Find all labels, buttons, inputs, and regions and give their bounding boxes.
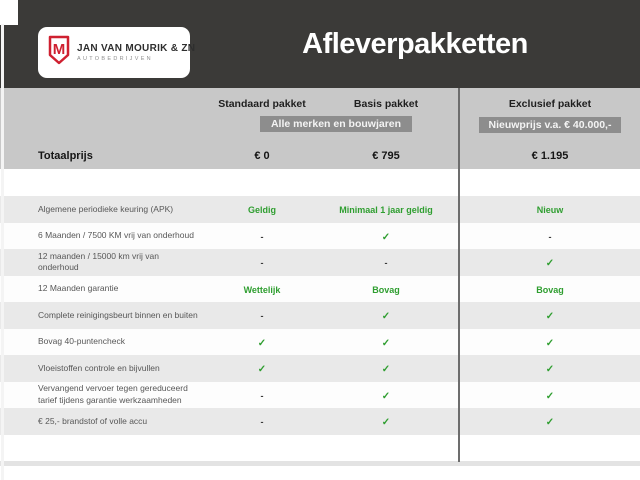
check-icon: ✓ <box>545 311 555 323</box>
package-names-row <box>0 88 640 114</box>
dash-mark: - <box>260 258 264 269</box>
table-row <box>0 196 640 223</box>
feature-label: Vervangend vervoer tegen gereduceerd tarief tijdens garantie werkzaamheden <box>38 383 188 405</box>
check-icon: ✓ <box>545 337 555 349</box>
dash-mark: - <box>548 231 552 242</box>
feature-value-basis <box>312 306 460 324</box>
page-title-container <box>190 0 640 88</box>
page-title: Afleverpakketten <box>302 27 528 60</box>
svg-text:M: M <box>52 41 66 58</box>
total-price-label: Totaalprijs <box>38 150 93 162</box>
dash-mark: - <box>260 417 264 428</box>
feature-value-basis <box>312 253 460 271</box>
column-header-exclusief: Exclusief pakket <box>508 98 592 110</box>
table-row <box>0 329 640 356</box>
feature-value-basis <box>312 280 460 298</box>
feature-value-exclusief <box>460 333 640 351</box>
check-icon: ✓ <box>545 258 555 270</box>
check-icon: ✓ <box>381 311 391 323</box>
left-edge-strip <box>1 24 4 480</box>
dash-mark: - <box>384 258 388 269</box>
feature-value-exclusief <box>460 412 640 430</box>
feature-label: 6 Maanden / 7500 KM vrij van onderhoud <box>38 230 194 241</box>
feature-value-basis <box>312 412 460 430</box>
dash-mark: - <box>260 311 264 322</box>
table-row <box>0 382 640 409</box>
feature-value-text: Wettelijk <box>243 284 281 295</box>
check-icon: ✓ <box>257 337 267 349</box>
badge-span-standaard-basis <box>212 116 460 132</box>
total-price-row <box>0 134 640 169</box>
feature-value-basis <box>312 333 460 351</box>
total-price-exclusief: € 1.195 <box>531 150 569 162</box>
feature-label: Complete reinigingsbeurt binnen en buiten <box>38 309 198 320</box>
feature-value-standaard <box>212 306 312 324</box>
corner-notch <box>0 0 18 25</box>
feature-value-text: Minimaal 1 jaar geldig <box>339 205 433 216</box>
table-row <box>0 355 640 382</box>
feature-value-text: Bovag <box>372 284 400 295</box>
badge-nieuwprijs: Nieuwprijs v.a. € 40.000,- <box>479 117 622 133</box>
feature-value-text: Nieuw <box>536 205 564 216</box>
shield-m-icon <box>48 35 70 70</box>
total-price-standaard: € 0 <box>254 150 270 162</box>
dash-mark: - <box>260 231 264 242</box>
feature-value-standaard <box>212 359 312 377</box>
feature-value-exclusief <box>460 227 640 245</box>
check-icon: ✓ <box>381 364 391 376</box>
feature-label: Vloeistoffen controle en bijvullen <box>38 362 160 373</box>
check-icon: ✓ <box>381 390 391 402</box>
column-header-standaard: Standaard pakket <box>218 98 306 110</box>
check-icon: ✓ <box>381 337 391 349</box>
feature-value-exclusief <box>460 253 640 271</box>
feature-value-text: Geldig <box>247 205 276 216</box>
total-price-basis: € 795 <box>372 150 400 162</box>
feature-value-standaard <box>212 280 312 298</box>
exclusief-column-divider <box>458 88 460 462</box>
feature-value-exclusief <box>460 386 640 404</box>
feature-value-standaard <box>212 386 312 404</box>
feature-value-text: Bovag <box>536 284 564 295</box>
feature-value-exclusief <box>460 306 640 324</box>
brand-name: JAN VAN MOURIK & ZN <box>77 42 196 54</box>
table-row <box>0 276 640 303</box>
column-header-basis: Basis pakket <box>353 98 419 110</box>
badge-alle-merken: Alle merken en bouwjaren <box>260 116 412 132</box>
feature-value-standaard <box>212 333 312 351</box>
feature-value-exclusief <box>460 359 640 377</box>
table-row <box>0 249 640 276</box>
check-icon: ✓ <box>545 390 555 402</box>
badge-span-exclusief <box>460 115 640 133</box>
feature-value-basis <box>312 227 460 245</box>
feature-value-standaard <box>212 253 312 271</box>
feature-value-exclusief <box>460 280 640 298</box>
feature-value-basis <box>312 386 460 404</box>
check-icon: ✓ <box>381 231 391 243</box>
table-row <box>0 223 640 250</box>
feature-label: € 25,- brandstof of volle accu <box>38 415 148 426</box>
feature-value-standaard <box>212 227 312 245</box>
package-badges-row <box>0 114 640 134</box>
check-icon: ✓ <box>381 417 391 429</box>
package-header-band <box>0 88 640 169</box>
brand-subtitle: AUTOBEDRIJVEN <box>77 55 153 62</box>
check-icon: ✓ <box>545 364 555 376</box>
bottom-gray-strip <box>0 461 640 466</box>
table-row <box>0 302 640 329</box>
brand-text-block <box>77 43 195 62</box>
feature-value-exclusief <box>460 200 640 218</box>
feature-value-basis <box>312 200 460 218</box>
feature-label: 12 maanden / 15000 km vrij van onderhoud <box>38 250 159 273</box>
feature-label: Algemene periodieke keuring (APK) <box>38 203 174 214</box>
check-icon: ✓ <box>257 364 267 376</box>
feature-value-basis <box>312 359 460 377</box>
feature-value-standaard <box>212 200 312 218</box>
dash-mark: - <box>260 390 264 401</box>
table-row <box>0 408 640 435</box>
feature-value-standaard <box>212 412 312 430</box>
feature-label: Bovag 40-puntencheck <box>38 336 125 347</box>
dealer-logo <box>38 27 196 78</box>
check-icon: ✓ <box>545 417 555 429</box>
feature-comparison-table <box>0 196 640 435</box>
feature-label: 12 Maanden garantie <box>38 283 119 294</box>
